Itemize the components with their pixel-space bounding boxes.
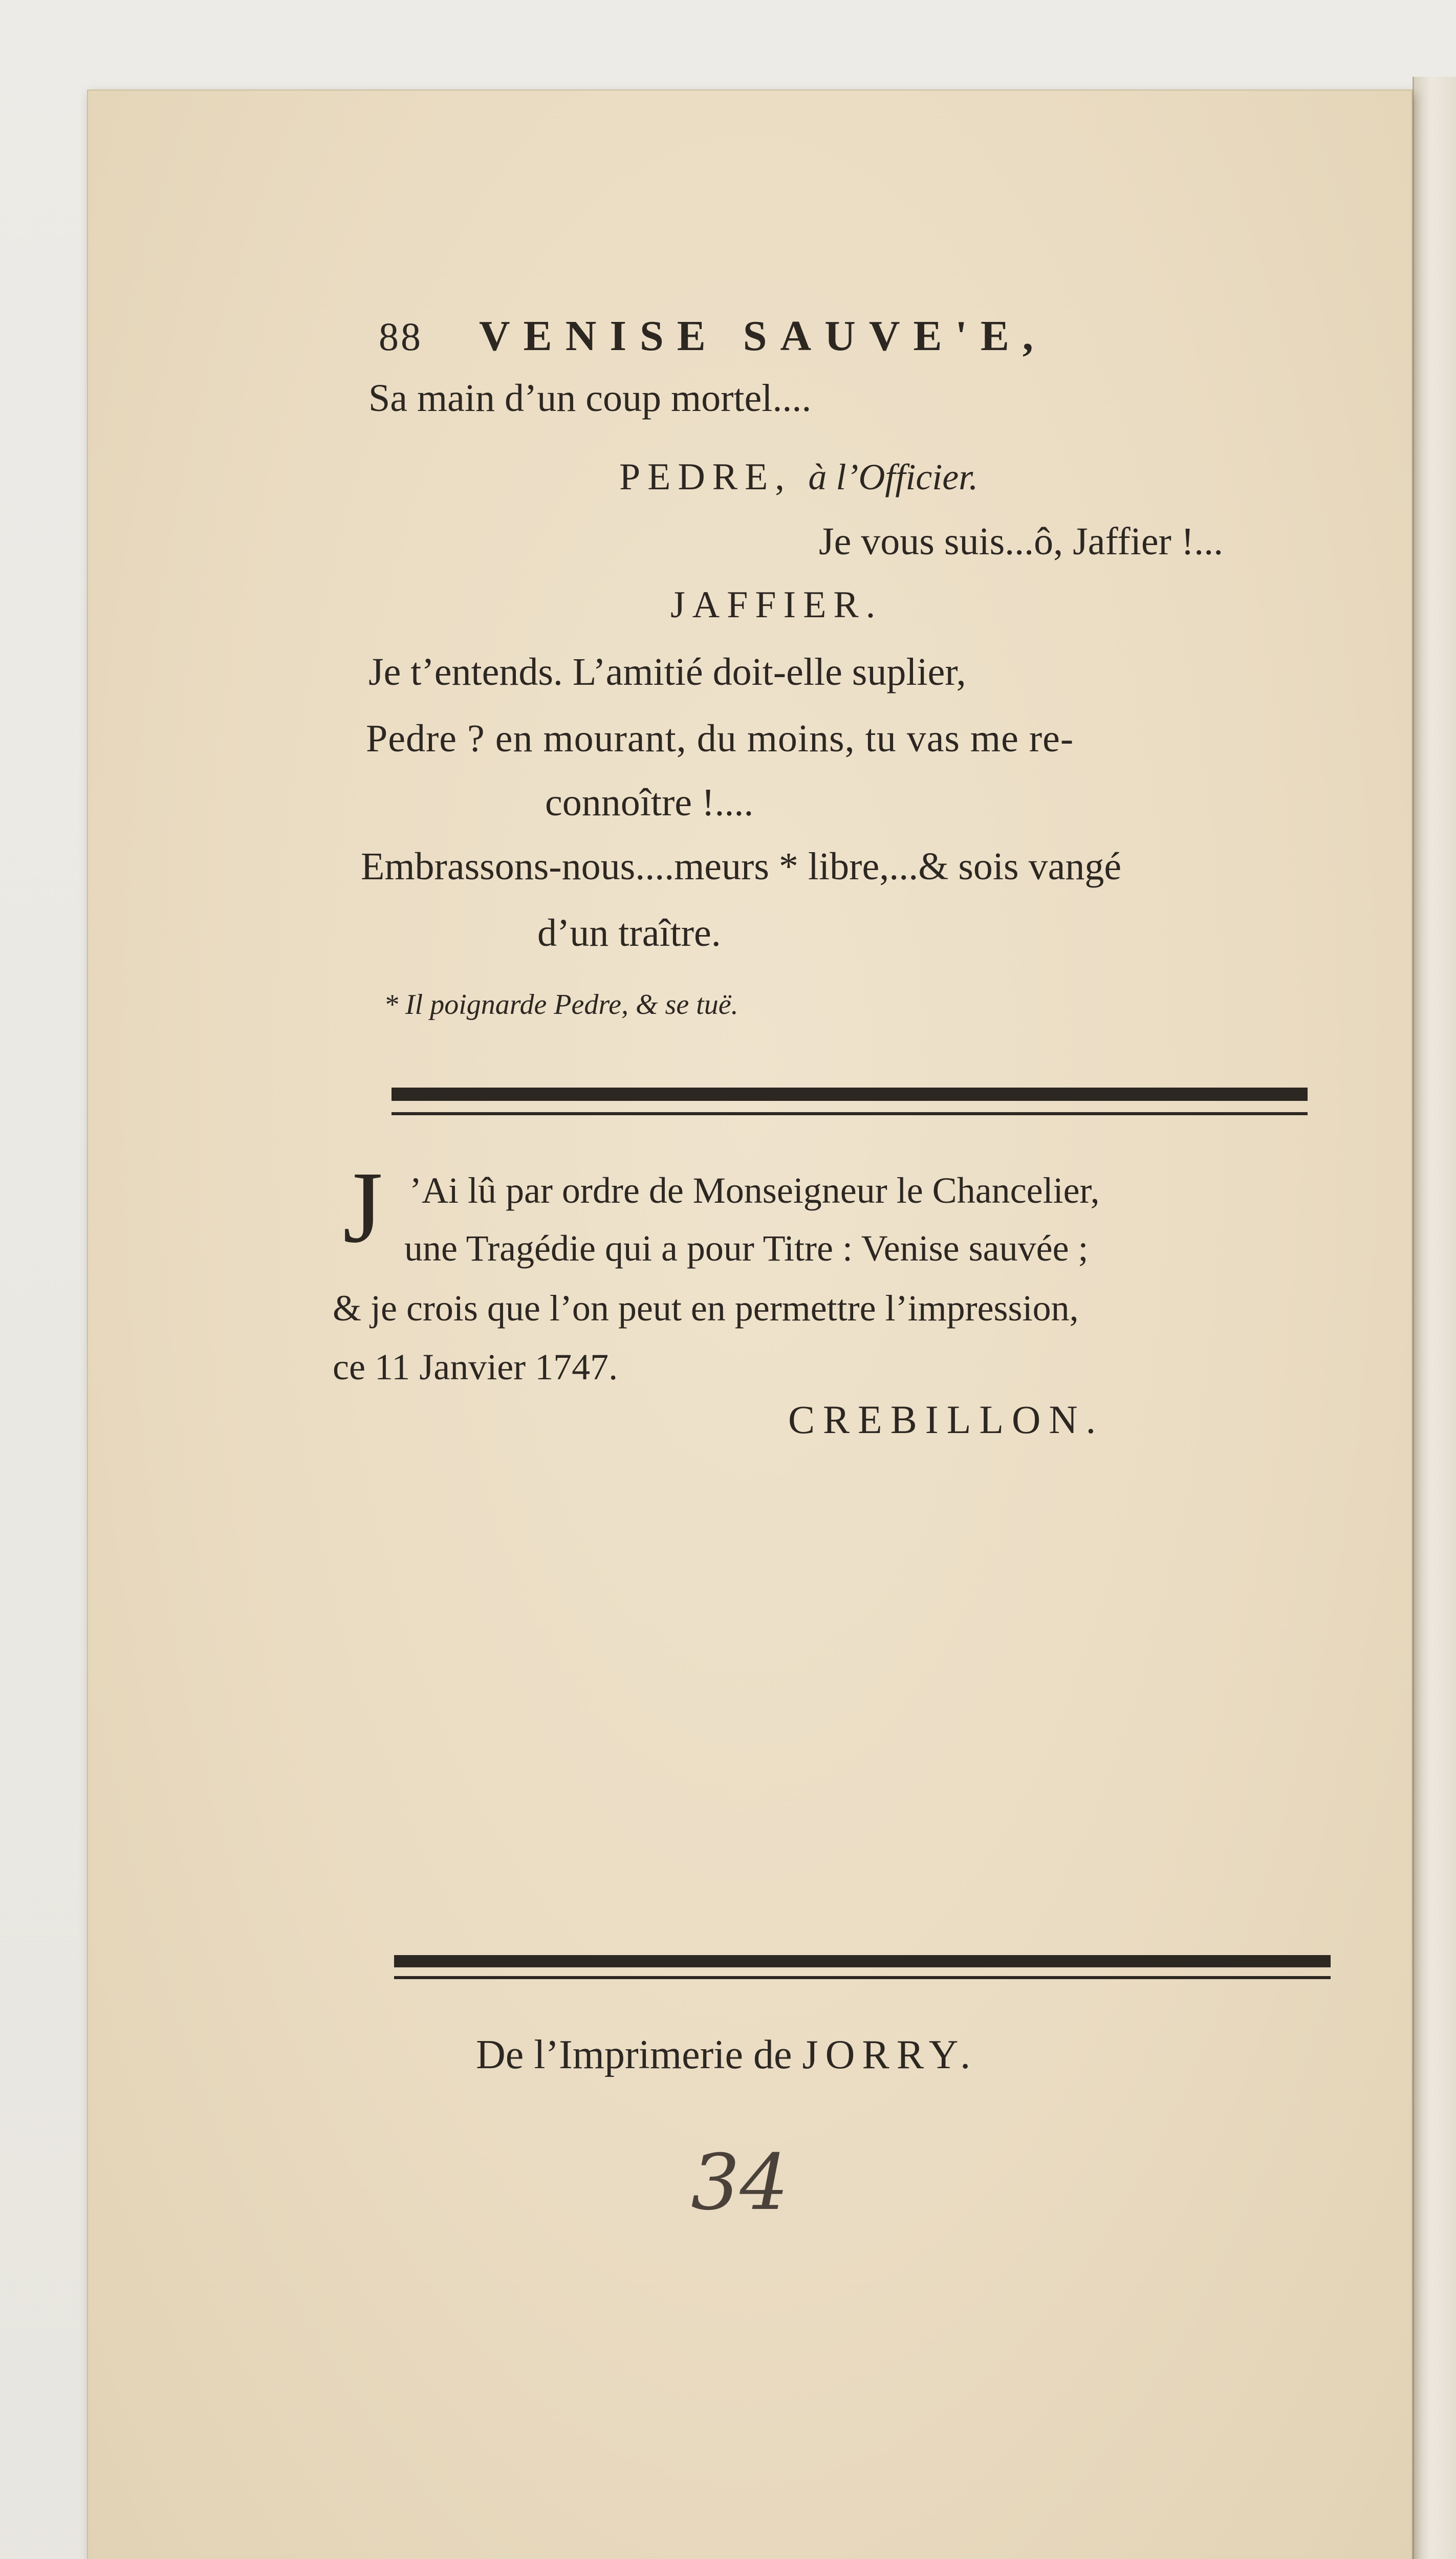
page-number: 88 [379, 314, 423, 359]
printer-name: JORRY. [802, 2032, 978, 2077]
stage-direction: à l’Officier. [808, 457, 979, 497]
running-title: VENISE SAUVE'E, [479, 312, 1047, 360]
imprint-prefix: De l’Imprimerie de [476, 2032, 792, 2077]
verse-line: Embrassons-nous....meurs * libre,...& sois vangé [361, 845, 1122, 888]
verse-line: d’un traître. [537, 912, 721, 955]
verse-line: Je vous suis...ô, Jaffier !... [819, 520, 1224, 563]
approbation-line: & je crois que l’on peut en permettre l’impression, [333, 1288, 1079, 1329]
running-head [379, 312, 1047, 360]
adjacent-page-edge [1412, 77, 1456, 2559]
footnote: * Il poignarde Pedre, & se tuë. [384, 989, 738, 1021]
printer-imprint [476, 2034, 977, 2075]
approbation-line: ce 11 Janvier 1747. [333, 1347, 618, 1387]
approbation-signature: CREBILLON. [788, 1397, 1104, 1442]
handwritten-number: 34 [691, 2138, 789, 2227]
verse-line: Pedre ? en mourant, du moins, tu vas me re- [366, 717, 1074, 760]
book-page [87, 90, 1412, 2559]
approbation-line: ’Ai lû par ordre de Monseigneur le Chancelier, [409, 1170, 1100, 1211]
speaker-name: PEDRE, [619, 456, 792, 498]
speaker-name: JAFFIER. [670, 584, 883, 626]
verse-line: Sa main d’un coup mortel.... [368, 377, 812, 420]
verse-line: Je t’entends. L’amitié doit-elle suplier, [368, 650, 966, 693]
thick-rule [392, 1088, 1308, 1101]
speaker-heading [619, 458, 978, 496]
speaker-heading [670, 586, 882, 624]
approbation-line: une Tragédie qui a pour Titre : Venise sauvée ; [404, 1228, 1089, 1269]
thin-rule [394, 1976, 1331, 1979]
drop-cap: J [343, 1151, 383, 1264]
thick-rule [394, 1955, 1331, 1967]
verse-line: connoître !.... [545, 781, 754, 824]
thin-rule [392, 1112, 1308, 1115]
